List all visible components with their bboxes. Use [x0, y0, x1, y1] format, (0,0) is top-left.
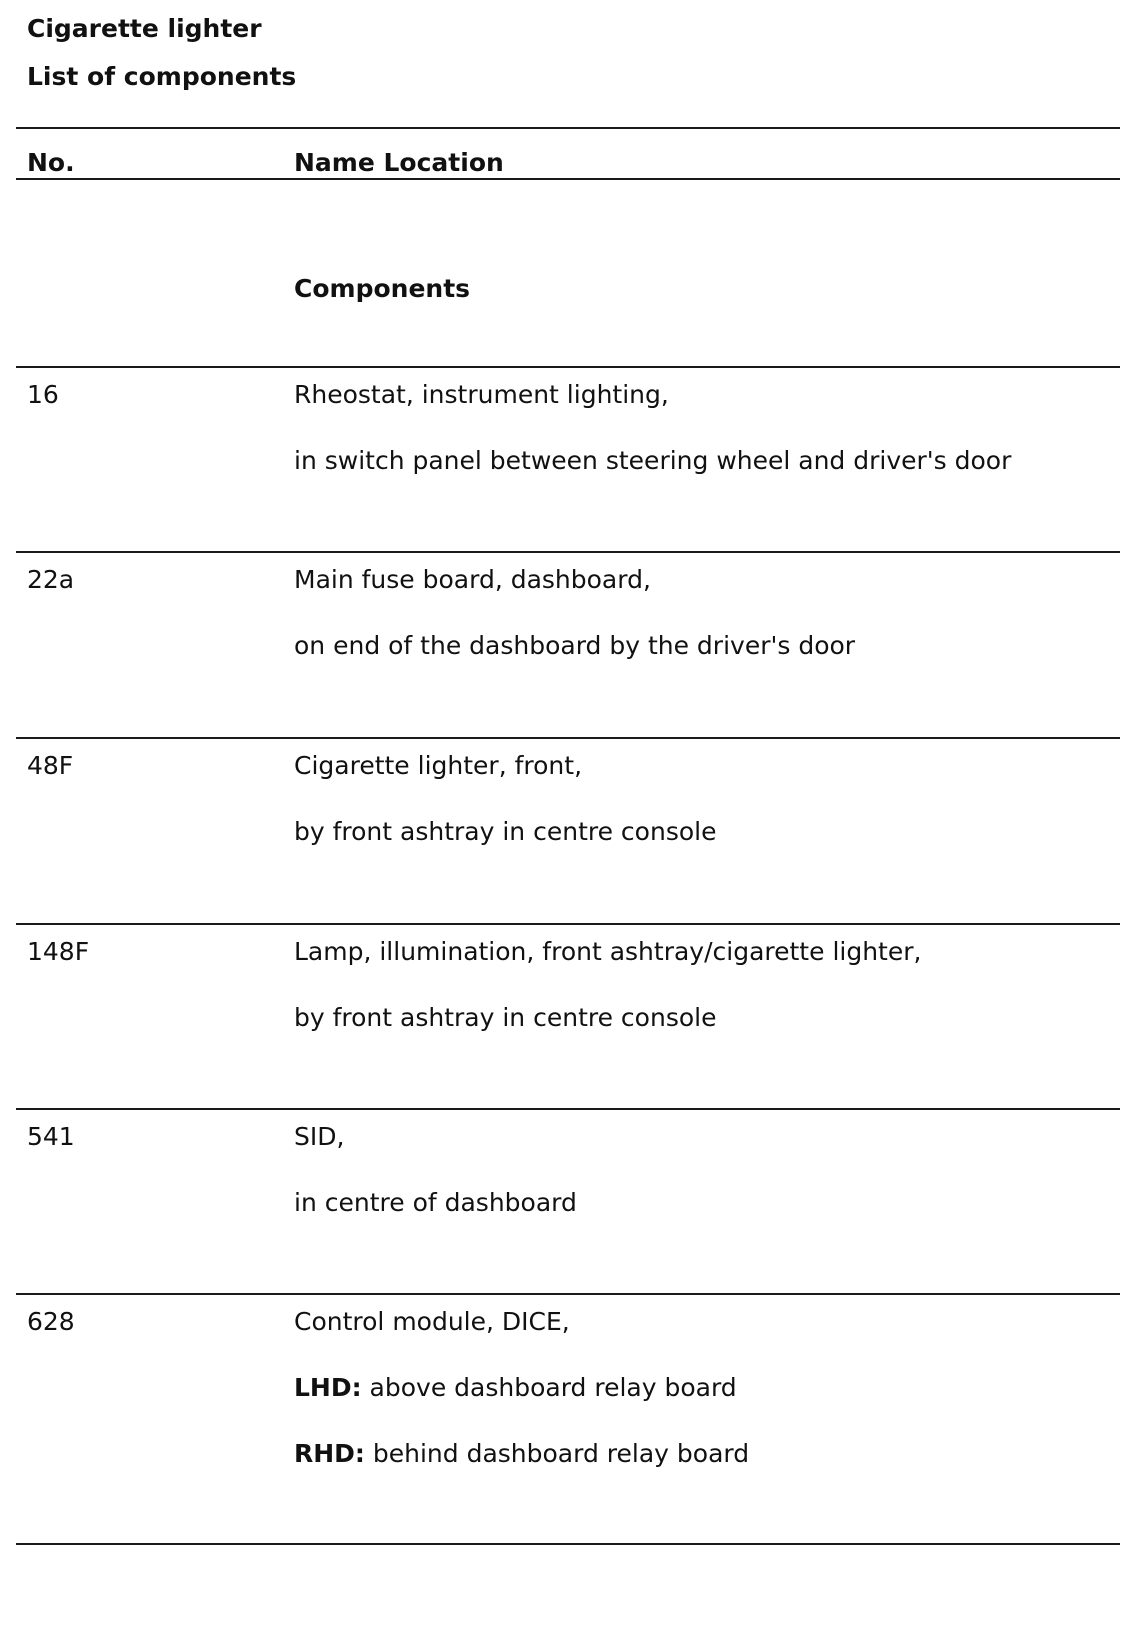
location-text: on end of the dashboard by the driver's door	[294, 631, 856, 660]
location-prefix: LHD:	[294, 1373, 362, 1402]
section-label: Components	[294, 274, 471, 303]
row-number: 22a	[27, 565, 75, 594]
document-title: Cigarette lighter	[27, 14, 262, 43]
location-text: in switch panel between steering wheel and driver's door	[294, 446, 1012, 475]
document-subtitle: List of components	[27, 62, 297, 91]
component-location	[294, 1188, 577, 1218]
location-text: above dashboard relay board	[361, 1373, 737, 1402]
component-location	[294, 446, 1011, 476]
location-text: by front ashtray in centre console	[294, 1003, 717, 1032]
header-bottom-rule	[16, 178, 1120, 180]
row-divider	[16, 1293, 1120, 1295]
location-text: by front ashtray in centre console	[294, 817, 717, 846]
row-number: 148F	[27, 937, 90, 966]
column-header-name-location: Name Location	[294, 148, 504, 177]
component-location	[294, 1373, 737, 1403]
row-number: 541	[27, 1122, 75, 1151]
table-bottom-rule	[16, 1543, 1120, 1545]
column-header-no: No.	[27, 148, 75, 177]
component-name: Cigarette lighter, front,	[294, 751, 583, 780]
location-text: in centre of dashboard	[294, 1188, 577, 1217]
row-number: 16	[27, 380, 59, 409]
location-prefix: RHD:	[294, 1439, 365, 1468]
component-name: SID,	[294, 1122, 345, 1151]
row-divider	[16, 923, 1120, 925]
row-number: 628	[27, 1307, 75, 1336]
component-name: Rheostat, instrument lighting,	[294, 380, 669, 409]
row-divider	[16, 737, 1120, 739]
table-top-rule	[16, 127, 1120, 129]
row-divider	[16, 366, 1120, 368]
component-location	[294, 817, 716, 847]
component-name: Control module, DICE,	[294, 1307, 570, 1336]
row-number: 48F	[27, 751, 74, 780]
row-divider	[16, 551, 1120, 553]
component-location	[294, 631, 855, 661]
row-divider	[16, 1108, 1120, 1110]
component-location	[294, 1003, 716, 1033]
component-location	[294, 1439, 749, 1469]
component-name: Main fuse board, dashboard,	[294, 565, 651, 594]
component-name: Lamp, illumination, front ashtray/cigarette lighter,	[294, 937, 922, 966]
location-text: behind dashboard relay board	[364, 1439, 750, 1468]
